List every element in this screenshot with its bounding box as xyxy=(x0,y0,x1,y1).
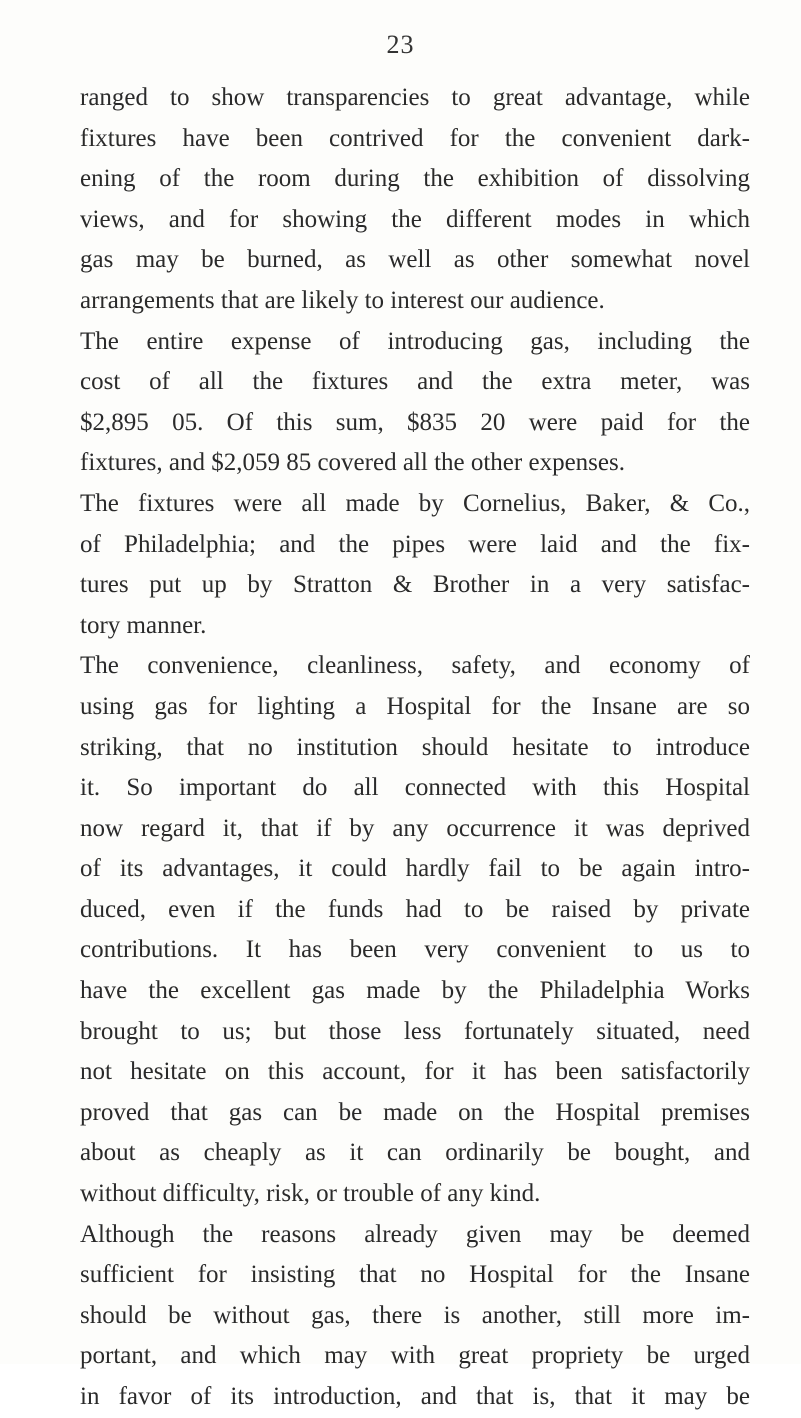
text-line: brought to us; but those less fortunately situated, need xyxy=(80,1017,750,1045)
text-line: of Philadelphia; and the pipes were laid and the fix- xyxy=(80,530,750,558)
text-line: in favor of its introduction, and that is, that it may be xyxy=(80,1383,750,1410)
text-line: about as cheaply as it can ordinarily be bought, and xyxy=(80,1139,750,1167)
text-line: The entire expense of introducing gas, including the xyxy=(80,327,750,355)
body-text xyxy=(80,78,750,1418)
text-line: $2,895 05. Of this sum, $835 20 were paid for the xyxy=(80,408,750,436)
text-line: ranged to show transparencies to great advantage, while xyxy=(80,84,750,111)
text-line: tory manner. xyxy=(80,611,207,639)
text-line: fixtures have been contrived for the convenient dark- xyxy=(80,124,750,152)
text-line: cost of all the fixtures and the extra meter, was xyxy=(80,368,750,396)
text-line: of its advantages, it could hardly fail to be again intro- xyxy=(80,855,750,883)
text-line: without difficulty, risk, or trouble of any kind. xyxy=(80,1180,541,1208)
text-line: Although the reasons already given may be deemed xyxy=(80,1220,750,1248)
text-line: proved that gas can be made on the Hospital premises xyxy=(80,1098,750,1126)
text-line: duced, even if the funds had to be raised by private xyxy=(80,895,750,923)
text-line: striking, that no institution should hesitate to introduce xyxy=(80,733,750,761)
page-number: 23 xyxy=(386,30,415,59)
text-line: have the excellent gas made by the Philadelphia Works xyxy=(80,977,750,1005)
text-line: should be without gas, there is another, still more im- xyxy=(80,1301,750,1329)
text-line: now regard it, that if by any occurrence it was deprived xyxy=(80,814,750,842)
text-line: portant, and which may with great propriety be urged xyxy=(80,1342,750,1370)
text-line: The fixtures were all made by Cornelius, Baker, & Co., xyxy=(80,489,750,517)
text-line: views, and for showing the different modes in which xyxy=(80,205,750,233)
text-line: arrangements that are likely to interest our audience. xyxy=(80,286,605,314)
text-line: ening of the room during the exhibition of dissolving xyxy=(80,165,750,193)
text-line: fixtures, and $2,059 85 covered all the other expenses. xyxy=(80,449,625,477)
text-line: gas may be burned, as well as other somewhat novel xyxy=(80,246,750,274)
text-line: it. So important do all connected with this Hospital xyxy=(80,774,750,802)
text-line: not hesitate on this account, for it has been satisfactorily xyxy=(80,1058,750,1086)
text-line: tures put up by Stratton & Brother in a very satisfac- xyxy=(80,571,750,599)
text-line: contributions. It has been very convenient to us to xyxy=(80,936,750,964)
text-line: using gas for lighting a Hospital for the Insane are so xyxy=(80,692,750,720)
text-line: The convenience, cleanliness, safety, and economy of xyxy=(80,652,750,680)
text-line: sufficient for insisting that no Hospital for the Insane xyxy=(80,1261,750,1289)
